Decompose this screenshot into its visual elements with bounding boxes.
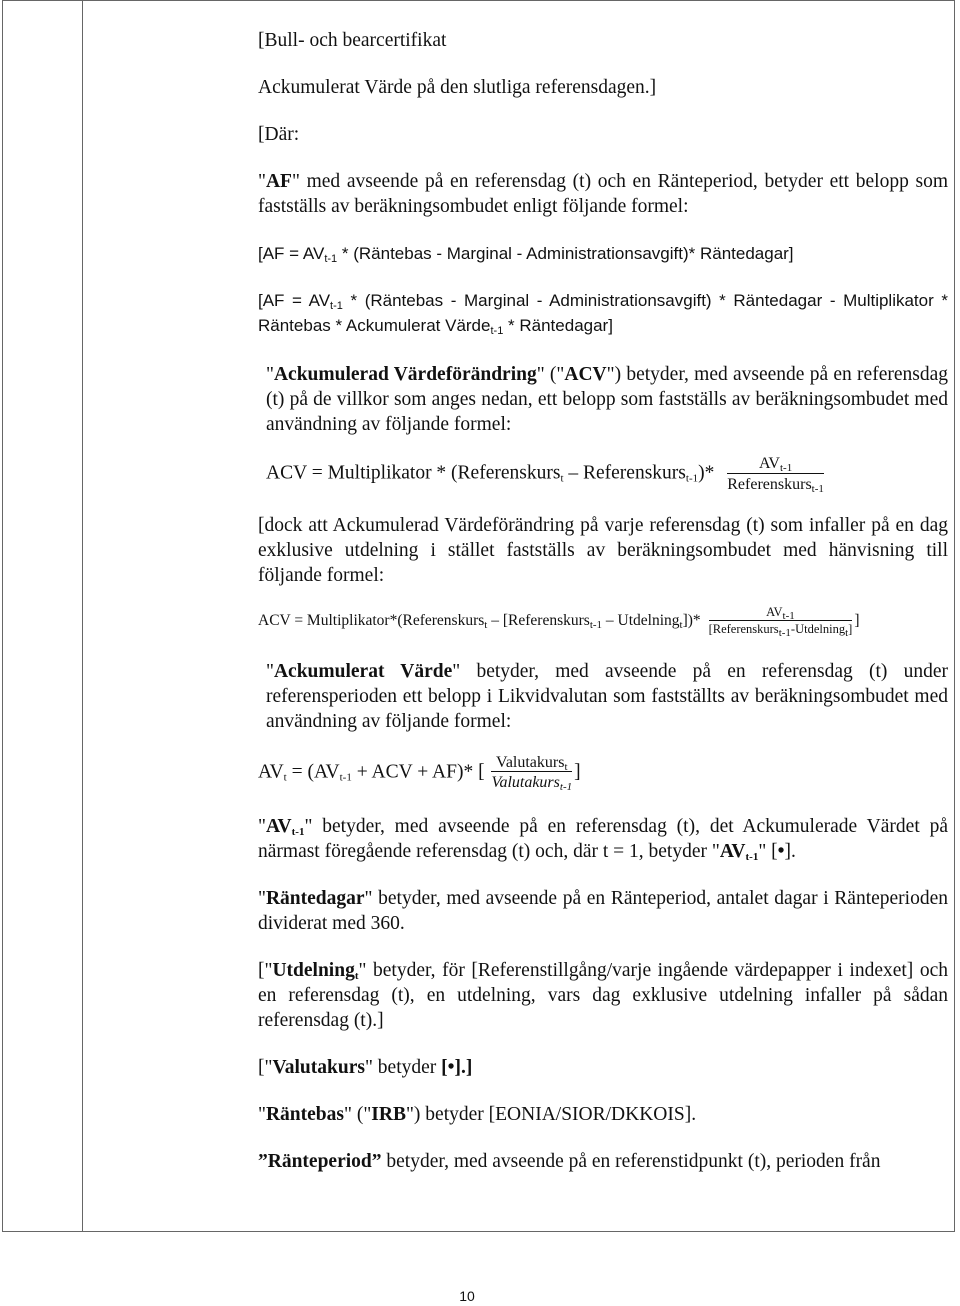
definition-rantebas [258, 1102, 948, 1127]
formula-part: ACV = Multiplikator * (Referenskurs [266, 462, 561, 484]
definition-text: " betyder, med avseende på en referensdag (t) under referensperioden ett belopp i Likvidvalutan som fastställts av beräkningsombudet med användning av följande formel: [266, 660, 948, 732]
formula-part: AV [719, 840, 746, 862]
denominator [491, 771, 572, 792]
defined-term-ranteperiod: Ränteperiod [267, 1150, 372, 1172]
subscript: t-1 [559, 781, 573, 794]
definition-utdelning [258, 958, 948, 1033]
definition-text: " [ [758, 840, 778, 862]
formula-av [258, 754, 948, 792]
formula-part: AV [758, 455, 780, 472]
paragraph-dock-att: [dock att Ackumulerad Värdeförändring på varje referensdag (t) som infaller på en dag exklusive utdelning i stället fastställs av beräkningsombudet med hänvisning till följande formel: [258, 515, 948, 587]
subscript: t-1 [779, 462, 793, 474]
subscript: t-1 [778, 626, 791, 639]
definition-text: ]. [784, 840, 796, 862]
defined-term-af: AF [265, 171, 292, 192]
definition-text: ") betyder [EONIA/SIOR/DKKOIS]. [405, 1103, 697, 1125]
formula-part: = (AV [286, 761, 340, 783]
quote: " [266, 364, 274, 385]
table-column-divider [82, 0, 83, 1232]
numerator [727, 455, 824, 473]
definition-valutakurs [258, 1055, 948, 1080]
subscript: t-1 [589, 619, 603, 631]
quote: [" [258, 959, 273, 981]
quote: " [258, 171, 266, 192]
defined-term-acv: Ackumulerad Värdeförändring [273, 364, 537, 385]
quote: " [258, 887, 266, 909]
formula-part: ACV = Multiplikator*(Referenskurs [258, 612, 485, 629]
quote: " (" [536, 364, 565, 385]
definition-text: " betyder, med avseende på en Ränteperiod, antalet dagar i Ränteperioden dividerat med 360. [258, 887, 948, 934]
denominator [727, 473, 824, 494]
definition-text: " (" [343, 1103, 372, 1125]
abbreviation-acv: ACV [564, 364, 607, 385]
definition-acv [258, 362, 948, 437]
subscript: t [560, 472, 564, 485]
definition-ackumulerat-varde [258, 659, 948, 734]
definition-text: " med avseende på en referensdag (t) och en Ränteperiod, betyder ett belopp som fastställs av beräkningsombudet enligt följande formel: [258, 171, 948, 217]
defined-term-ackumulerat-varde: Ackumulerat Värde [273, 660, 453, 682]
subscript: t [283, 771, 287, 784]
subscript: t-1 [745, 850, 759, 863]
formula-part: [AF = AV [258, 244, 325, 263]
definition-rantedagar [258, 886, 948, 936]
subscript: t-1 [291, 825, 305, 838]
formula-part: [AF = AV [258, 291, 331, 310]
quote: [" [258, 1056, 273, 1078]
subscript: t [564, 760, 568, 773]
formula-part: )* [698, 462, 715, 484]
paragraph-dar: [Där: [258, 124, 300, 145]
subscript: t [354, 969, 359, 982]
formula-acv [258, 455, 948, 493]
denominator [709, 620, 853, 637]
formula-part: -Utdelning [790, 621, 846, 636]
definition-text: betyder, med avseende på en referenstidpunkt (t), perioden från [381, 1150, 881, 1172]
defined-term-valutakurs: Valutakurs [272, 1056, 365, 1078]
numerator [709, 605, 853, 623]
document-body [258, 28, 948, 1196]
definition-af [258, 169, 948, 219]
formula-part: ] [848, 621, 853, 636]
formula-part: Valutakurs [496, 753, 565, 771]
formula-af-1 [258, 241, 948, 266]
numerator [491, 754, 572, 772]
formula-part: AV [766, 605, 783, 620]
quote: ” [258, 1150, 268, 1172]
paragraph-bull-bear: [Bull- och bearcertifikat [258, 30, 447, 51]
formula-part: [Referenskurs [708, 621, 779, 636]
subscript: t-1 [490, 325, 504, 337]
abbreviation-irb: IRB [371, 1103, 406, 1125]
definition-text: ") betyder, med avseende på en referensdag (t) på de villkor som anges nedan, ett belopp som fastställs av beräkningsombudet med användning av följande formel: [266, 364, 948, 435]
definition-text: " betyder [364, 1056, 442, 1078]
formula-part: – Referenskurs [563, 462, 686, 484]
page-number: 10 [459, 1288, 475, 1304]
formula-part: + ACV + AF)* [ [351, 761, 485, 783]
subscript: t-1 [782, 610, 795, 623]
subscript: t-1 [330, 300, 343, 312]
fraction-utdelning [709, 606, 853, 637]
formula-part: Utdelning [272, 959, 355, 981]
formula-part: ] [574, 761, 581, 783]
defined-term-av-t-1 [266, 816, 304, 837]
quote: " [266, 660, 274, 682]
subscript: t [679, 619, 683, 631]
formula-acv-utdelning [258, 606, 948, 637]
formula-part: Valutakurs [491, 774, 560, 792]
definition-av-t-1 [258, 814, 948, 864]
subscript: t-1 [811, 482, 824, 495]
formula-part: AV [265, 815, 292, 837]
fraction-av-over-referenskurs [727, 455, 824, 493]
subscript: t-1 [324, 253, 338, 265]
formula-part: ] [854, 612, 860, 629]
fraction-valutakurs [491, 754, 572, 792]
formula-part: Referenskurs [727, 475, 812, 493]
paragraph-ackumulerat-varde-slutliga: Ackumulerat Värde på den slutliga referensdagen.] [258, 77, 657, 98]
defined-term-rantebas: Räntebas [265, 1103, 344, 1125]
defined-term-utdelning [272, 960, 358, 981]
placeholder-bullet: [•].] [441, 1056, 473, 1078]
subscript: t [484, 619, 488, 631]
defined-term-rantedagar: Räntedagar [265, 887, 365, 909]
subscript: t-1 [685, 472, 699, 485]
defined-term-av-t-1 [720, 841, 758, 862]
formula-part: – Utdelning [602, 612, 680, 629]
definition-text: " betyder, med avseende på en referensdag (t), det Ackumulerade Värdet på närmast föregående referensdag (t) och, där t = 1, betyder " [258, 815, 948, 862]
quote: ” [371, 1150, 382, 1172]
quote: " [258, 815, 266, 837]
formula-part: * (Räntebas - Marginal - Administrationsavgift)* Räntedagar] [337, 244, 794, 263]
subscript: t-1 [339, 771, 352, 784]
quote: " [258, 1103, 266, 1125]
formula-part: – [Referenskurs [487, 612, 590, 629]
formula-part: AV [258, 761, 284, 783]
definition-ranteperiod [258, 1149, 948, 1174]
formula-part: ])* [682, 612, 701, 629]
placeholder-bullet: • [777, 840, 785, 862]
formula-af-2 [258, 288, 948, 338]
formula-part: * Räntedagar] [503, 316, 613, 335]
formula-part: * (Räntebas - Marginal - Administrationsavgift) * Räntedagar - Multiplikator * Räntebas * Ackumulerat Värde [258, 291, 948, 335]
subscript: t [845, 626, 849, 639]
definition-text: " betyder, för [Referenstillgång/varje ingående värdepapper i indexet] och en referensdag (t), en utdelning, vars dag exklusive utdelning infaller på sådan referensdag (t).] [258, 959, 948, 1031]
